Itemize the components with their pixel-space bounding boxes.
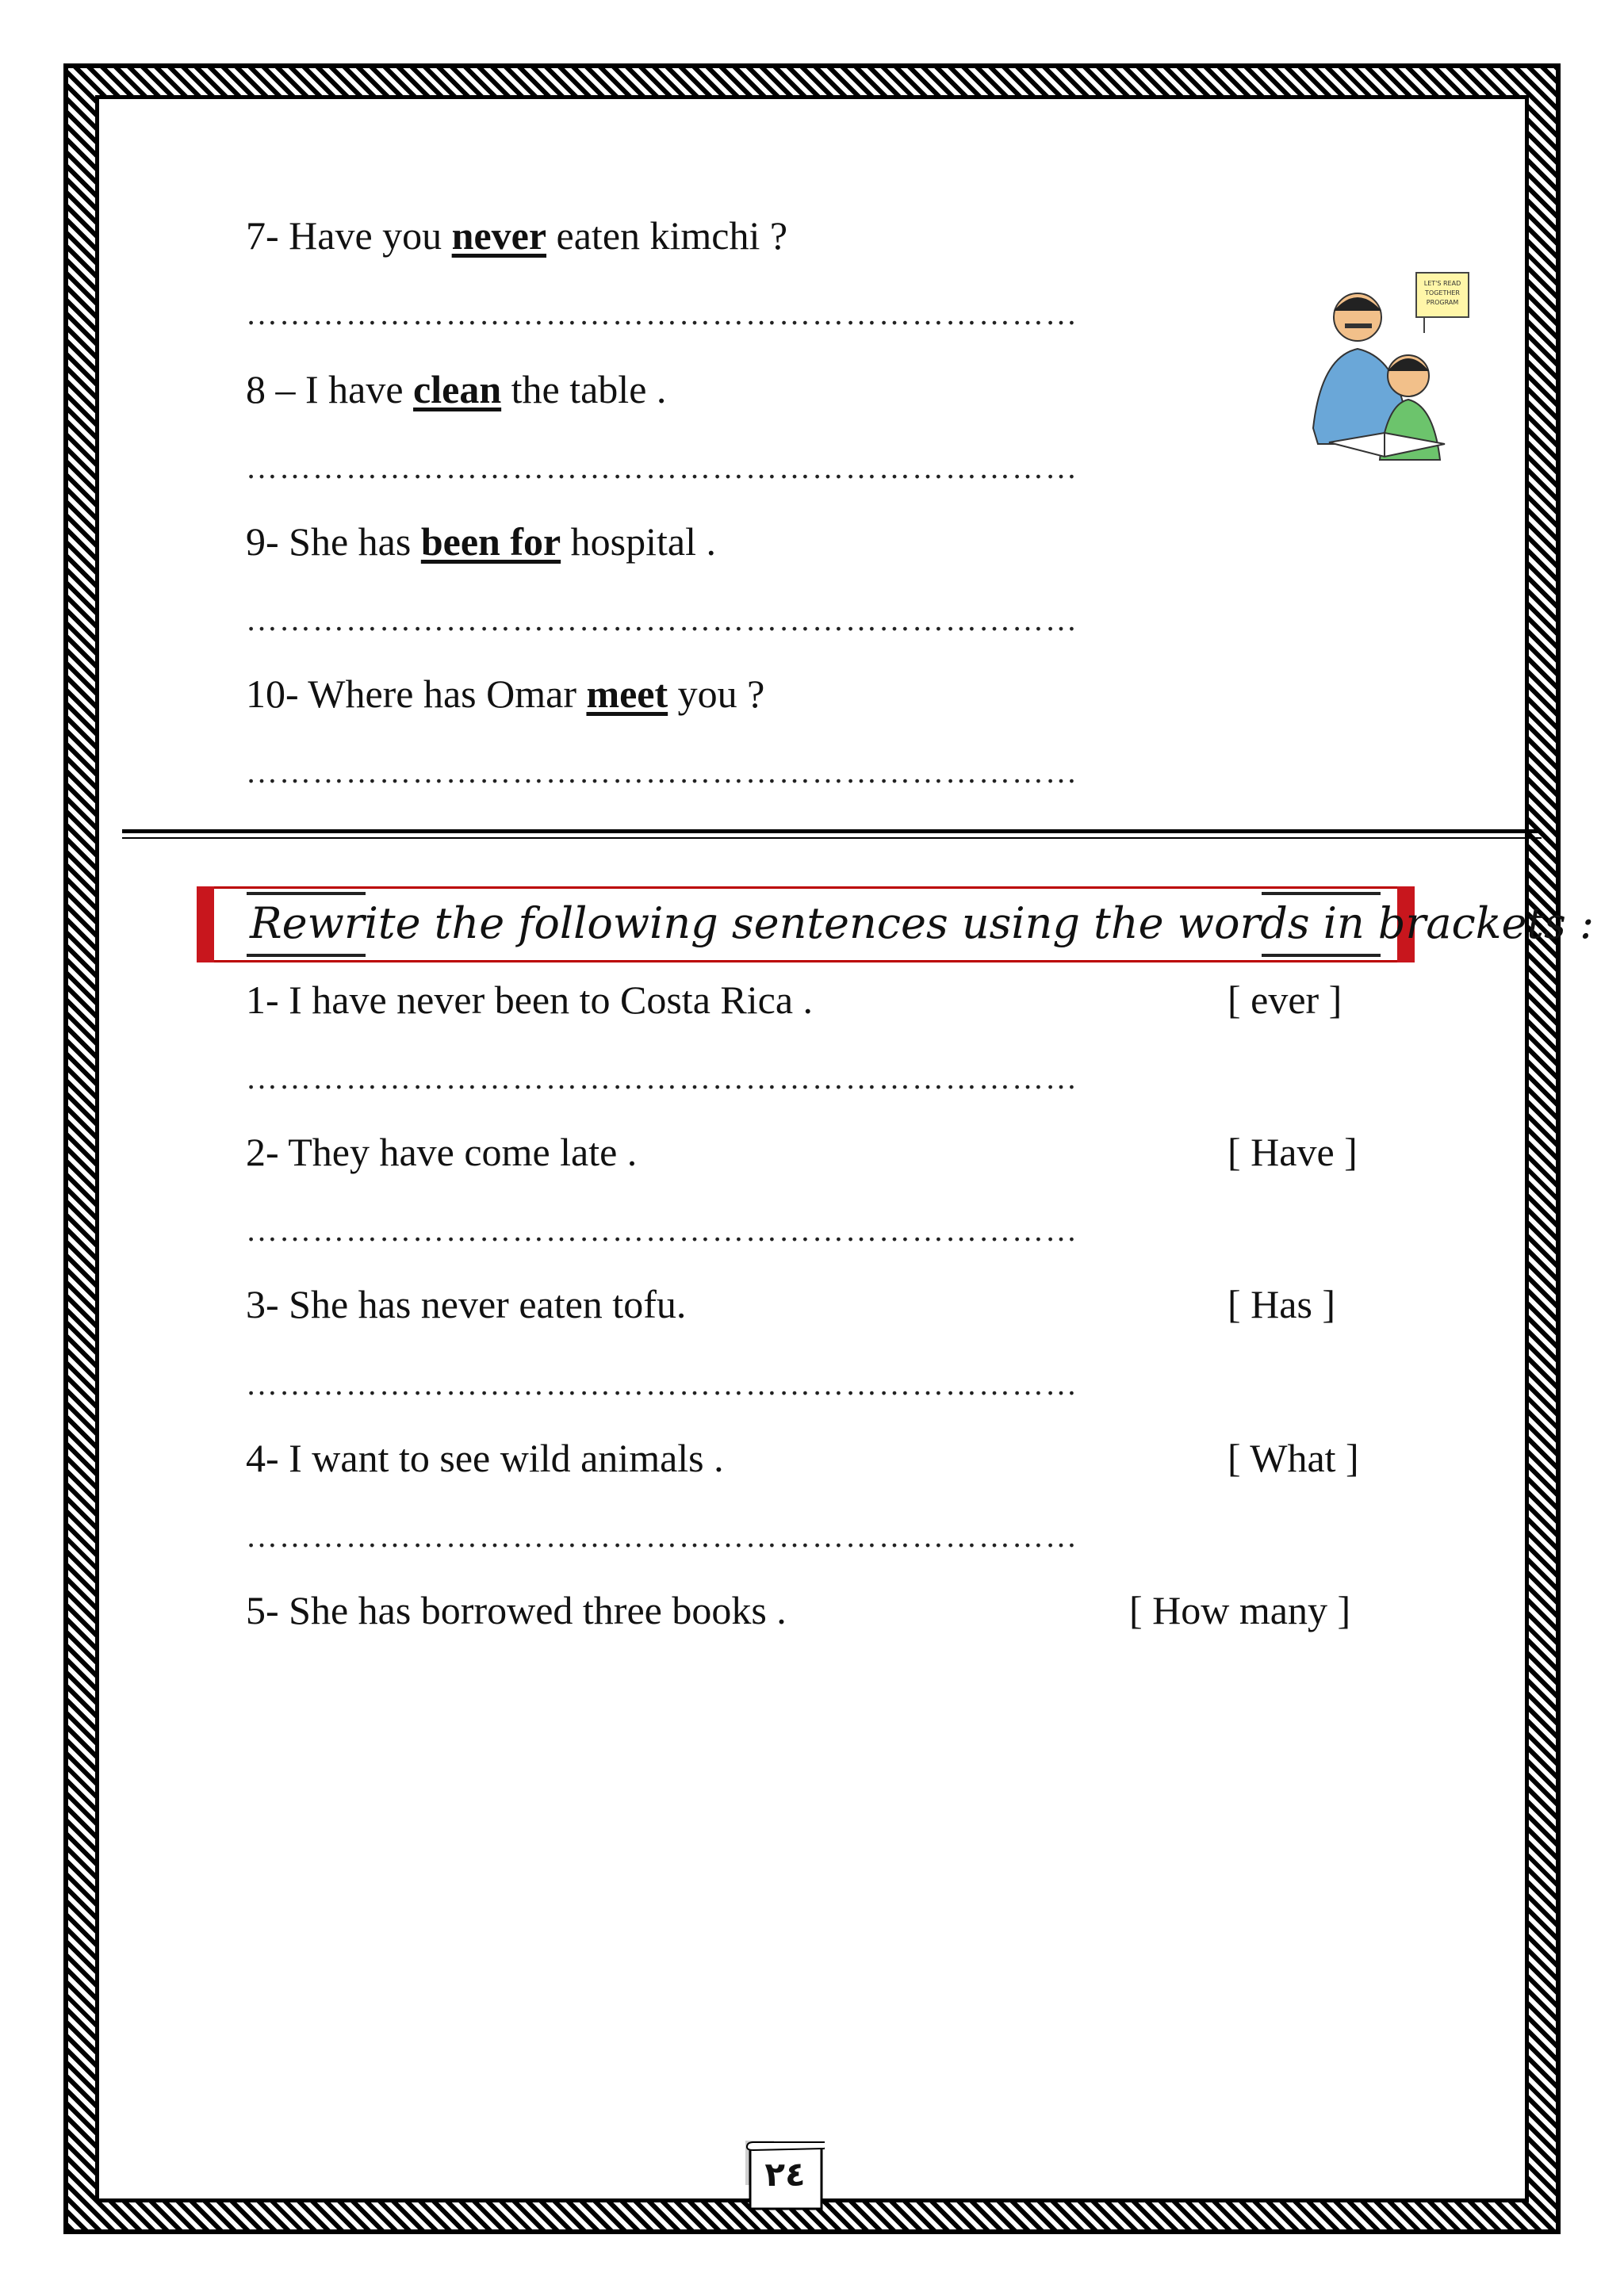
bracket-word-3: [ Has ]	[1228, 1282, 1336, 1326]
rewrite-sentence-1: 1- I have never been to Costa Rica .	[246, 978, 814, 1022]
banner-left-cap	[197, 886, 214, 962]
banner-ornament	[1262, 954, 1381, 957]
answer-line[interactable]: …………………………………………………………………	[246, 1518, 1078, 1554]
bracket-word-2: [ Have ]	[1228, 1130, 1358, 1174]
answer-line[interactable]: …………………………………………………………………	[246, 602, 1078, 637]
bracket-word-1: [ ever ]	[1228, 978, 1342, 1022]
page-number: ٢٤	[764, 2155, 806, 2194]
answer-line[interactable]: …………………………………………………………………	[246, 1366, 1078, 1402]
page-number-badge	[745, 2141, 825, 2212]
question-9: 9- She has been for hospital .	[246, 519, 716, 564]
rewrite-sentence-3: 3- She has never eaten tofu.	[246, 1282, 687, 1326]
answer-line[interactable]: …………………………………………………………………	[246, 296, 1078, 331]
answer-line[interactable]: …………………………………………………………………	[246, 1060, 1078, 1096]
question-10: 10- Where has Omar meet you ?	[246, 672, 765, 716]
question-7: 7- Have you never eaten kimchi ?	[246, 213, 788, 258]
bracket-word-4: [ What ]	[1228, 1436, 1359, 1480]
question-8: 8 – I have clean the table .	[246, 367, 667, 411]
section-title: Rewrite the following sentences using the words in brackets :	[250, 898, 1595, 948]
rewrite-sentence-2: 2- They have come late .	[246, 1130, 638, 1174]
section-title-banner	[197, 886, 1595, 962]
banner-ornament	[247, 892, 366, 895]
banner-ornament	[247, 954, 366, 957]
answer-line[interactable]: …………………………………………………………………	[246, 754, 1078, 790]
section-divider	[122, 829, 1542, 833]
svg-text:TOGETHER: TOGETHER	[1425, 289, 1460, 297]
section-divider	[122, 837, 1542, 839]
banner-ornament	[1262, 892, 1381, 895]
svg-text:LET'S READ: LET'S READ	[1423, 280, 1461, 287]
rewrite-sentence-5: 5- She has borrowed three books .	[246, 1588, 787, 1632]
answer-line[interactable]: …………………………………………………………………	[246, 1212, 1078, 1248]
rewrite-sentence-4: 4- I want to see wild animals .	[246, 1436, 724, 1480]
reading-together-clipart	[1297, 270, 1472, 476]
svg-text:PROGRAM: PROGRAM	[1426, 299, 1459, 306]
answer-line[interactable]: …………………………………………………………………	[246, 450, 1078, 485]
bracket-word-5: [ How many ]	[1129, 1588, 1351, 1632]
